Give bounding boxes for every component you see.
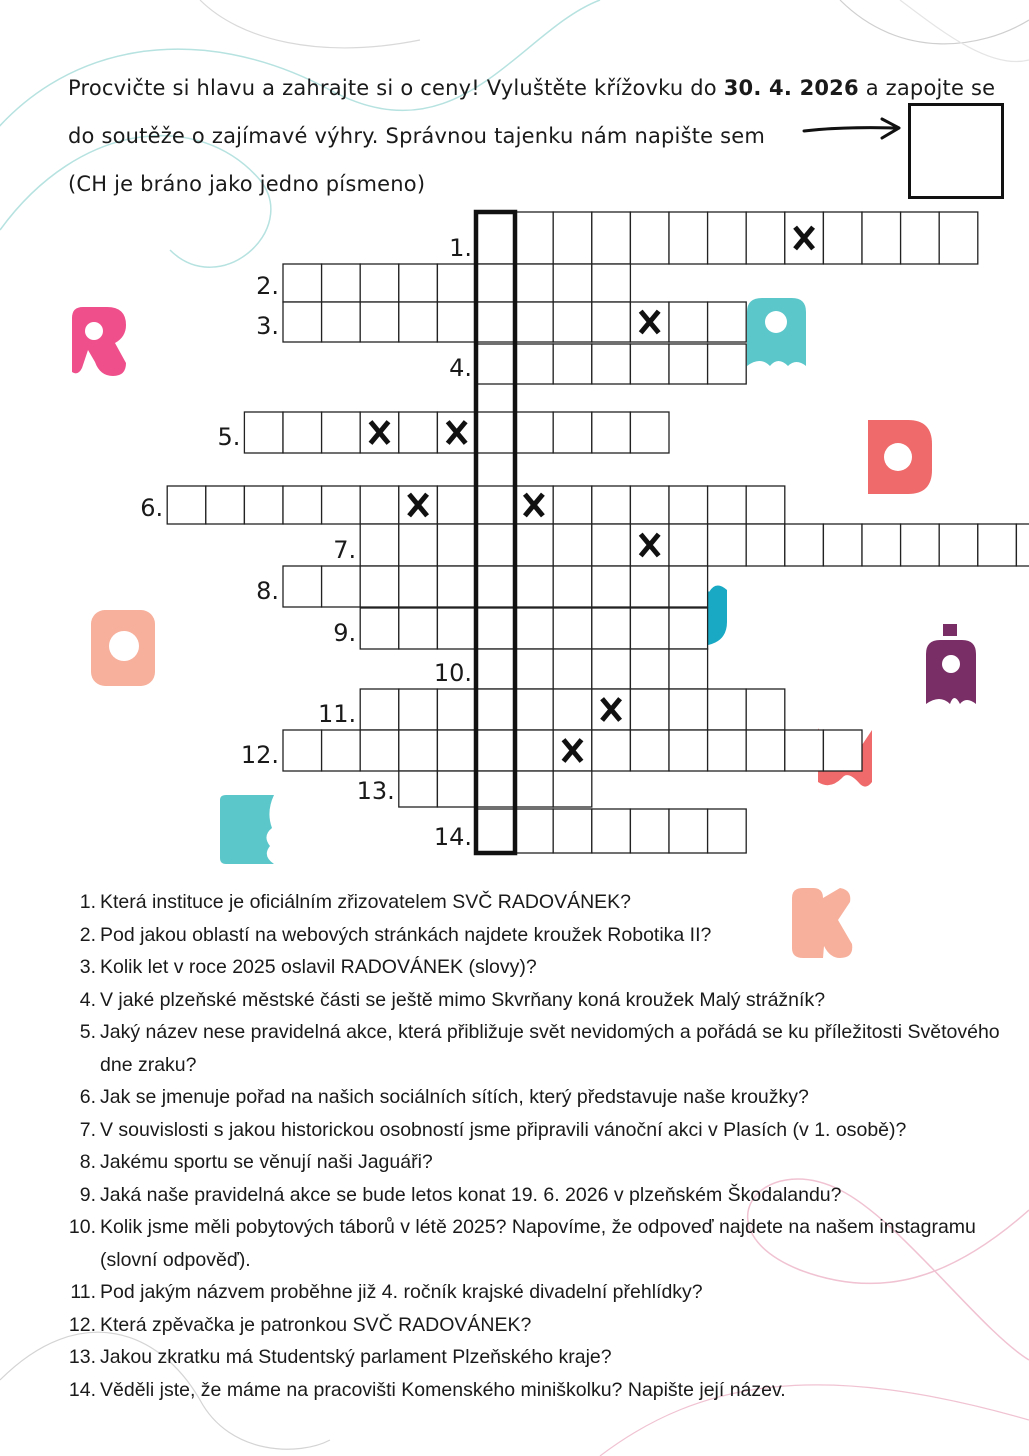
crossword-cell[interactable] — [244, 486, 283, 524]
crossword-cell[interactable] — [322, 730, 361, 771]
question-item — [62, 1341, 1012, 1374]
crossword-cell[interactable] — [823, 524, 862, 566]
crossword-cell[interactable] — [515, 649, 554, 689]
crossword-clue-number: 11. — [318, 700, 357, 728]
crossword-cell[interactable] — [437, 689, 476, 730]
question-text: Pod jakým názvem proběhne již 4. ročník krajské divadelní přehlídky? — [100, 1281, 703, 1303]
crossword-cell[interactable] — [476, 212, 515, 264]
crossword-cell[interactable] — [322, 264, 361, 302]
crossword-cell[interactable] — [515, 264, 554, 302]
crossword-cell[interactable] — [399, 264, 438, 302]
crossword-cell[interactable] — [630, 689, 669, 730]
question-item — [62, 1309, 1012, 1342]
crossword-cell[interactable] — [476, 649, 515, 689]
crossword-cell[interactable] — [437, 608, 476, 649]
crossword-cell[interactable] — [515, 412, 554, 453]
question-item — [62, 1146, 1012, 1179]
question-text: Věděli jste, že máme na pracovišti Komenského miniškolku? Napište její název. — [100, 1378, 786, 1401]
crossword-row — [256, 264, 630, 302]
crossword-cell[interactable] — [476, 486, 515, 524]
deadline-date: 30. 4. 2026 — [723, 76, 859, 100]
intro-text-after-deadline: a zapojte se — [858, 76, 996, 100]
crossword-row — [140, 486, 785, 524]
crossword-row — [217, 412, 669, 453]
question-number: 3. — [79, 956, 96, 978]
crossword-cell[interactable] — [669, 608, 708, 649]
crossword-clue-number: 3. — [256, 312, 279, 340]
crossword-cell[interactable] — [553, 412, 592, 453]
crossword-cell[interactable] — [746, 730, 785, 771]
crossword-row — [256, 302, 746, 342]
crossword-cell[interactable] — [708, 302, 747, 342]
crossword-cell[interactable] — [862, 524, 901, 566]
crossword-cell[interactable] — [592, 212, 631, 264]
question-item — [62, 886, 1012, 919]
crossword-cell[interactable] — [437, 264, 476, 302]
crossword-cell[interactable] — [322, 412, 361, 453]
crossword-cell[interactable] — [283, 412, 322, 453]
crossword-cell[interactable] — [515, 344, 554, 384]
crossword-cell[interactable] — [708, 212, 747, 264]
crossword-cell[interactable] — [785, 730, 824, 771]
crossword-cell[interactable] — [206, 486, 245, 524]
question-text: Jakému sportu se věnují naši Jaguáři? — [100, 1151, 433, 1173]
crossword-cell[interactable] — [592, 264, 631, 302]
question-number: 13. — [68, 1346, 96, 1368]
crossword-cell[interactable] — [553, 809, 592, 853]
crossword-cell[interactable] — [630, 344, 669, 384]
crossword-cell[interactable] — [669, 344, 708, 384]
crossword-cell[interactable] — [669, 689, 708, 730]
crossword-cell[interactable] — [669, 486, 708, 524]
crossword-cell[interactable] — [746, 524, 785, 566]
question-number: 8. — [79, 1151, 96, 1173]
crossword-cell[interactable] — [553, 344, 592, 384]
crossword-cell[interactable] — [630, 649, 669, 689]
crossword-cell[interactable] — [708, 730, 747, 771]
question-item — [62, 951, 1012, 984]
question-text: V jaké plzeňské městské části se ještě mimo Skvrňany koná kroužek Malý strážník? — [100, 988, 826, 1011]
question-text: Pod jakou oblastí na webových stránkách najdete kroužek Robotika II? — [100, 923, 712, 946]
crossword-cell[interactable] — [437, 730, 476, 771]
intro-line-2: do soutěže o zajímavé výhry. Správnou tajenku nám napište sem — [68, 124, 766, 148]
question-text: Kolik jsme měli pobytových táborů v létě 2025? Napovíme, že odpoveď najdete na našem instagramu (slovní odpověď). — [100, 1216, 976, 1271]
crossword-cell[interactable] — [1016, 524, 1029, 566]
crossword-cell[interactable] — [360, 689, 399, 730]
crossword-cell[interactable] — [746, 212, 785, 264]
question-item — [62, 1114, 1012, 1147]
crossword-cell[interactable] — [283, 264, 322, 302]
question-text: Kolik let v roce 2025 oslavil RADOVÁNEK (slovy)? — [100, 956, 537, 978]
question-number: 6. — [79, 1086, 96, 1108]
crossword-clue-number: 6. — [140, 494, 164, 522]
crossword-cell[interactable] — [515, 566, 554, 607]
crossword-cell[interactable] — [399, 412, 438, 453]
question-text: Která instituce je oficiálním zřizovatelem SVČ RADOVÁNEK? — [100, 891, 632, 913]
crossword-cell[interactable] — [592, 809, 631, 853]
crossword-cell[interactable] — [553, 689, 592, 730]
crossword-cell[interactable] — [322, 302, 361, 342]
crossword-cell[interactable] — [283, 566, 322, 607]
crossword-cell[interactable] — [476, 412, 515, 453]
crossword-cell[interactable] — [630, 608, 669, 649]
crossword-cell[interactable] — [437, 302, 476, 342]
question-number: 14. — [68, 1378, 96, 1401]
crossword-cell[interactable] — [630, 212, 669, 264]
crossword-cell[interactable] — [630, 412, 669, 453]
crossword-cell[interactable] — [939, 524, 978, 566]
crossword-cell[interactable] — [360, 524, 399, 566]
crossword-cell[interactable] — [901, 212, 940, 264]
crossword-cell[interactable] — [476, 771, 515, 807]
crossword-cell[interactable] — [669, 809, 708, 853]
crossword-cell[interactable] — [476, 264, 515, 302]
crossword-cell[interactable] — [669, 730, 708, 771]
intro-line-3: (CH je bráno jako jedno písmeno) — [68, 172, 426, 196]
crossword-cell[interactable] — [360, 264, 399, 302]
crossword-cell[interactable] — [399, 524, 438, 566]
question-number: 1. — [79, 891, 96, 913]
crossword-cell[interactable] — [823, 212, 862, 264]
question-item — [62, 1211, 1012, 1276]
crossword-cell[interactable] — [630, 730, 669, 771]
question-text: V souvislosti s jakou historickou osobností jsme připravili vánoční akci v Plasích (v 1. osobě)? — [100, 1118, 907, 1141]
crossword-cell[interactable] — [592, 608, 631, 649]
crossword-cell[interactable] — [553, 771, 592, 807]
crossword-cell[interactable] — [515, 809, 554, 853]
crossword-cell[interactable] — [669, 566, 708, 607]
question-number: 4. — [79, 988, 96, 1011]
crossword-cell[interactable] — [360, 566, 399, 607]
crossword-clue-number: 9. — [333, 619, 357, 647]
crossword-cell[interactable] — [553, 608, 592, 649]
crossword-cell[interactable] — [592, 302, 631, 342]
crossword-cell[interactable] — [437, 566, 476, 607]
crossword-cell[interactable] — [746, 689, 785, 730]
crossword-cell[interactable] — [592, 649, 631, 689]
crossword-row — [256, 566, 708, 607]
crossword-cell[interactable] — [553, 486, 592, 524]
crossword-cell[interactable] — [399, 566, 438, 607]
crossword-cell[interactable] — [862, 212, 901, 264]
crossword-cell[interactable] — [592, 524, 631, 566]
crossword-cell[interactable] — [515, 771, 554, 807]
crossword-cell[interactable] — [322, 566, 361, 607]
crossword-cell[interactable] — [476, 302, 515, 342]
crossword-cell[interactable] — [708, 689, 747, 730]
crossword-cell[interactable] — [360, 302, 399, 342]
question-number: 11. — [70, 1281, 96, 1303]
crossword-cell[interactable] — [515, 302, 554, 342]
crossword-cell[interactable] — [515, 730, 554, 771]
crossword-cell[interactable] — [399, 771, 438, 807]
crossword-clue-number: 4. — [449, 354, 472, 382]
question-item — [62, 1081, 1012, 1114]
crossword-row — [333, 608, 707, 649]
crossword-cell[interactable] — [708, 486, 747, 524]
question-number: 7. — [79, 1118, 96, 1141]
crossword-cell[interactable] — [167, 486, 206, 524]
crossword-cell[interactable] — [476, 730, 515, 771]
question-item — [62, 984, 1012, 1017]
crossword-cell[interactable] — [553, 212, 592, 264]
question-text: Jak se jmenuje pořad na našich sociálních sítích, který představuje naše kroužky? — [100, 1086, 809, 1108]
crossword-cell[interactable] — [592, 486, 631, 524]
crossword-cell[interactable] — [708, 344, 747, 384]
question-number: 2. — [79, 923, 96, 946]
question-list — [62, 886, 1012, 1406]
crossword-cell[interactable] — [437, 524, 476, 566]
question-text: Jaký název nese pravidelná akce, která přibližuje svět nevidomých a pořádá se ku příležitosti Světového dne zraku? — [100, 1021, 1000, 1076]
crossword-row — [434, 809, 746, 853]
question-item — [62, 919, 1012, 952]
crossword-cell[interactable] — [360, 608, 399, 649]
crossword-cell[interactable] — [630, 566, 669, 607]
crossword-clue-number: 1. — [449, 234, 472, 262]
crossword-cell[interactable] — [515, 524, 554, 566]
crossword-row — [333, 524, 1029, 566]
crossword-cell[interactable] — [978, 524, 1017, 566]
crossword-clue-number: 2. — [256, 272, 279, 300]
crossword-cell[interactable] — [592, 730, 631, 771]
crossword-cell[interactable] — [399, 689, 438, 730]
crossword-cell[interactable] — [360, 730, 399, 771]
crossword-cell[interactable] — [669, 302, 708, 342]
crossword-cell[interactable] — [708, 524, 747, 566]
question-text: Jakou zkratku má Studentský parlament Plzeňského kraje? — [100, 1346, 612, 1368]
crossword-cell[interactable] — [630, 809, 669, 853]
crossword-clue-number: 14. — [433, 823, 472, 851]
crossword-cell[interactable] — [823, 730, 862, 771]
crossword-cell[interactable] — [901, 524, 940, 566]
crossword-cell[interactable] — [553, 264, 592, 302]
crossword-cell[interactable] — [476, 809, 515, 853]
crossword-cell[interactable] — [553, 524, 592, 566]
crossword-cell[interactable] — [630, 486, 669, 524]
crossword-cell[interactable] — [283, 302, 322, 342]
crossword-cell[interactable] — [592, 344, 631, 384]
crossword-cell[interactable] — [476, 608, 515, 649]
crossword-cell[interactable] — [553, 649, 592, 689]
crossword-clue-number: 13. — [356, 777, 395, 805]
crossword-row — [449, 212, 978, 264]
crossword-cell[interactable] — [476, 689, 515, 730]
crossword-cell[interactable] — [515, 608, 554, 649]
question-item — [62, 1016, 1012, 1081]
crossword-cell[interactable] — [708, 809, 747, 853]
crossword-cell[interactable] — [553, 302, 592, 342]
crossword-cell[interactable] — [669, 649, 708, 689]
crossword-cell[interactable] — [437, 771, 476, 807]
crossword-cell[interactable] — [437, 486, 476, 524]
crossword-cell[interactable] — [515, 212, 554, 264]
question-number: 12. — [68, 1313, 96, 1336]
crossword-cell[interactable] — [592, 412, 631, 453]
question-number: 9. — [79, 1183, 96, 1206]
crossword-row — [449, 344, 746, 384]
crossword-cell[interactable] — [283, 730, 322, 771]
crossword-row — [241, 730, 862, 771]
crossword-cell[interactable] — [746, 486, 785, 524]
crossword-clue-number: 12. — [240, 741, 279, 769]
crossword-cell[interactable] — [669, 212, 708, 264]
crossword-cell[interactable] — [244, 412, 283, 453]
crossword-cell[interactable] — [785, 524, 824, 566]
crossword-cell[interactable] — [553, 566, 592, 607]
question-item — [62, 1276, 1012, 1309]
question-text: Která zpěvačka je patronkou SVČ RADOVÁNEK? — [100, 1313, 532, 1336]
question-item — [62, 1374, 1012, 1407]
crossword-clue-number: 7. — [333, 536, 357, 564]
crossword-cell[interactable] — [592, 566, 631, 607]
crossword-cell[interactable] — [476, 566, 515, 607]
crossword-cell[interactable] — [322, 486, 361, 524]
crossword-cell[interactable] — [669, 524, 708, 566]
crossword-cell[interactable] — [939, 212, 978, 264]
crossword-cell[interactable] — [399, 608, 438, 649]
question-number: 5. — [79, 1021, 96, 1043]
question-number: 10. — [68, 1216, 96, 1238]
crossword-clue-number: 10. — [433, 659, 472, 687]
crossword-cell[interactable] — [399, 730, 438, 771]
crossword-cell[interactable] — [476, 524, 515, 566]
crossword-clue-number: 8. — [256, 577, 279, 605]
crossword-cell[interactable] — [515, 689, 554, 730]
question-text: Jaká naše pravidelná akce se bude letos konat 19. 6. 2026 v plzeňském Škodalandu? — [100, 1183, 842, 1206]
intro-text-before-deadline: Procvičte si hlavu a zahrajte si o ceny! Vyluštěte křížovku do — [68, 76, 724, 100]
crossword-row — [318, 689, 785, 730]
question-item — [62, 1179, 1012, 1212]
crossword-cell[interactable] — [283, 486, 322, 524]
crossword-clue-number: 5. — [217, 423, 241, 451]
crossword-cell[interactable] — [360, 486, 399, 524]
crossword-cell[interactable] — [399, 302, 438, 342]
crossword-cell[interactable] — [476, 344, 515, 384]
